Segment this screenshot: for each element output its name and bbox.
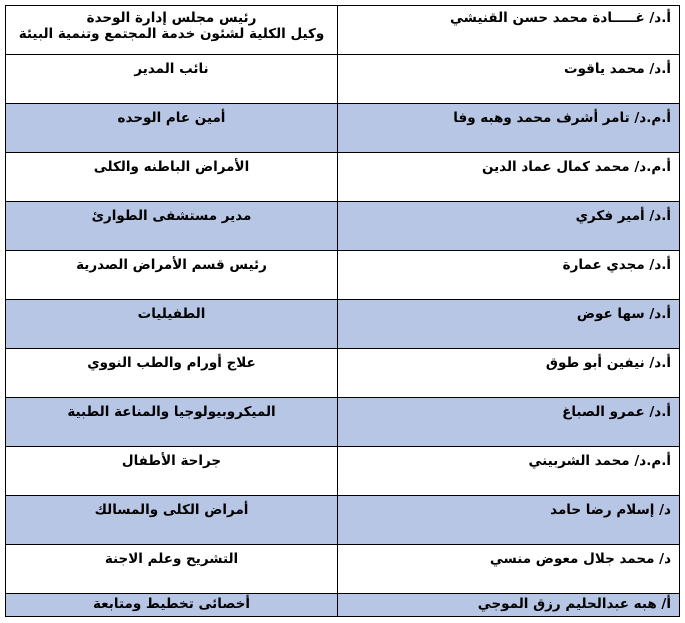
member-name: أ.م.د/ محمد كمال عماد الدين (338, 153, 680, 202)
chair-name: أ.د/ غـــــادة محمد حسن القنيشي (338, 6, 680, 55)
committee-table (5, 5, 680, 617)
member-name: د/ محمد جلال معوض منسي (338, 545, 680, 594)
table-row (6, 251, 680, 300)
table-row (6, 594, 680, 617)
member-role: رئيس قسم الأمراض الصدرية (6, 251, 338, 300)
member-name: أ.د/ مجدي عمارة (338, 251, 680, 300)
member-role: أمين عام الوحده (6, 104, 338, 153)
member-role: جراحة الأطفال (6, 447, 338, 496)
member-name: أ.د/ محمد ياقوت (338, 55, 680, 104)
table-row (6, 545, 680, 594)
member-role: التشريح وعلم الاجنة (6, 545, 338, 594)
member-name: أ.د/ نيفين أبو طوق (338, 349, 680, 398)
table-row (6, 202, 680, 251)
member-name: أ.م.د/ تامر أشرف محمد وهبه وفا (338, 104, 680, 153)
member-role: الميكروبيولوجيا والمناعة الطبية (6, 398, 338, 447)
table-row (6, 349, 680, 398)
member-role: علاج أورام والطب النووي (6, 349, 338, 398)
chair-role (6, 6, 338, 55)
member-role: أمراض الكلى والمسالك (6, 496, 338, 545)
member-role: أخصائى تخطيط ومتابعة (6, 594, 338, 617)
member-name: أ.د/ سها عوض (338, 300, 680, 349)
member-role: نائب المدير (6, 55, 338, 104)
member-name: أ.د/ عمرو الصباغ (338, 398, 680, 447)
member-name: د/ إسلام رضا حامد (338, 496, 680, 545)
chair-role-line2: وكيل الكلية لشئون خدمة المجتمع وتنمية البيئة (18, 26, 325, 42)
member-name: أ.د/ أمير فكري (338, 202, 680, 251)
table-row-header (6, 6, 680, 55)
table-row (6, 398, 680, 447)
table-row (6, 55, 680, 104)
member-role: مدير مستشفى الطوارئ (6, 202, 338, 251)
member-role: الأمراض الباطنه والكلى (6, 153, 338, 202)
member-name: أ.م.د/ محمد الشربيني (338, 447, 680, 496)
table-row (6, 300, 680, 349)
table-row (6, 447, 680, 496)
table-row (6, 153, 680, 202)
member-role: الطفيليات (6, 300, 338, 349)
table-row (6, 496, 680, 545)
table-row (6, 104, 680, 153)
chair-role-line1: رئيس مجلس إدارة الوحدة (86, 10, 257, 26)
member-name: أ/ هبه عبدالحليم رزق الموجي (338, 594, 680, 617)
